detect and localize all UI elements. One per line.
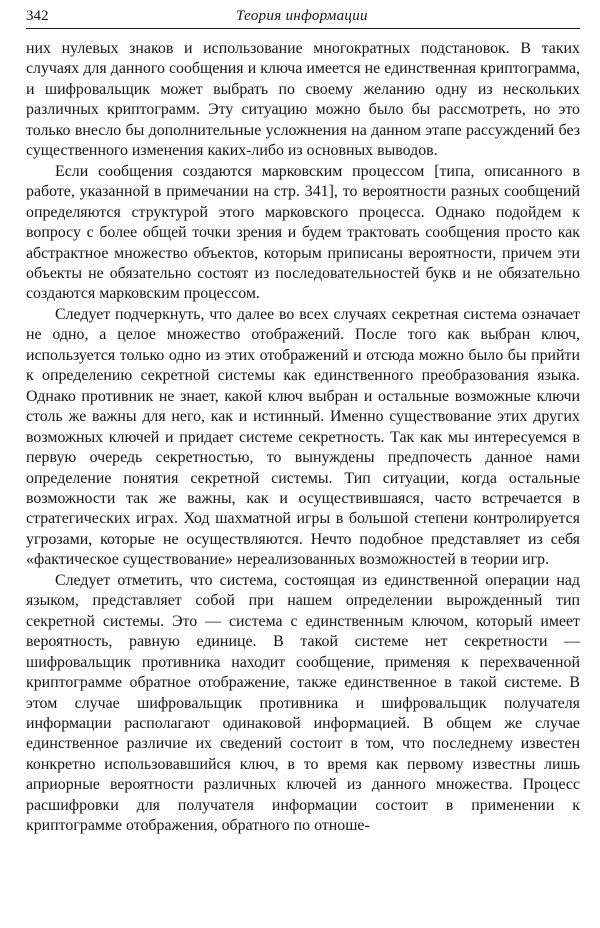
paragraph-secret-system-definition: Следует подчеркнуть, что далее во всех случаях секретная система означает не одно, а целое множество отображений. После того как выбран ключ, используется только одно из этих отображений и отсюда можно было бы прийти к определению секретной системы как единственного преобразования языка. Однако противник не знает, какой ключ выбран и остальные возможные ключи столь же важны для него, как и истинный. Именно существование этих других возможных ключей и придает системе секретность. Так как мы интересуемся в первую очередь секретностью, то вынуждены предпочесть данное нами определение понятия секретной системы. Тип ситуации, когда остальные возможности так же важны, как и осуществившаяся, часто встречается в стратегических играх. Ход шахматной игры в большой степени контролируется угрозами, которые не осуществляются. Нечто подобное представляет из себя «фактическое существование» нереализованных возможностей в теории игр.	[26, 305, 580, 569]
book-page	[0, 6, 600, 928]
paragraph-continuation: них нулевых знаков и использование многократных подстановок. В таких случаях для данного сообщения и ключа имеется не единственная криптограмма, и шифровальщик может выбрать по своему желанию одну из нескольких различных криптограмм. Эту ситуацию можно было бы рассмотреть, но это только внесло бы дополнительные усложнения на данном этапе рассуждений без существенного изменения каких-либо из основных выводов.	[26, 40, 580, 160]
paragraph-degenerate-system: Следует отметить, что система, состоящая из единственной операции над языком, представляет собой при нашем определении вырожденный тип секретной системы. Это — система с единственным ключом, который имеет вероятность, равную единице. В такой системе нет секретности —шифровальщик противника находит сообщение, применяя к перехваченной криптограмме обратное отображение, также единственное в такой системе. В этом случае шифровальщик противника и шифровальщик получателя информации располагают одинаковой информацией. В общем же случае единственное различие их сведений состоит в том, что последнему известен конкретно использовавшийся ключ, в то время как первому известны лишь априорные вероятности различных ключей из данного множества. Процесс расшифровки для получателя информации состоит в применении к криптограмме отображения, обратного по отноше-	[26, 571, 580, 835]
page-number: 342	[26, 8, 49, 24]
running-title: Теория информации	[236, 8, 368, 24]
page-header	[26, 6, 580, 29]
page-body	[26, 39, 580, 837]
paragraph-markov-messages: Если сообщения создаются марковским процессом [типа, описанного в работе, указанной в примечании на стр. 341], то вероятности разных сообщений определяются структурой этого марковского процесса. Однако подойдем к вопросу с более общей точки зрения и будем трактовать сообщения просто как абстрактное множество объектов, которым приписаны вероятности, причем эти объекты не обязательно состоят из последовательностей букв и не обязательно создаются марковским процессом.	[26, 162, 580, 303]
